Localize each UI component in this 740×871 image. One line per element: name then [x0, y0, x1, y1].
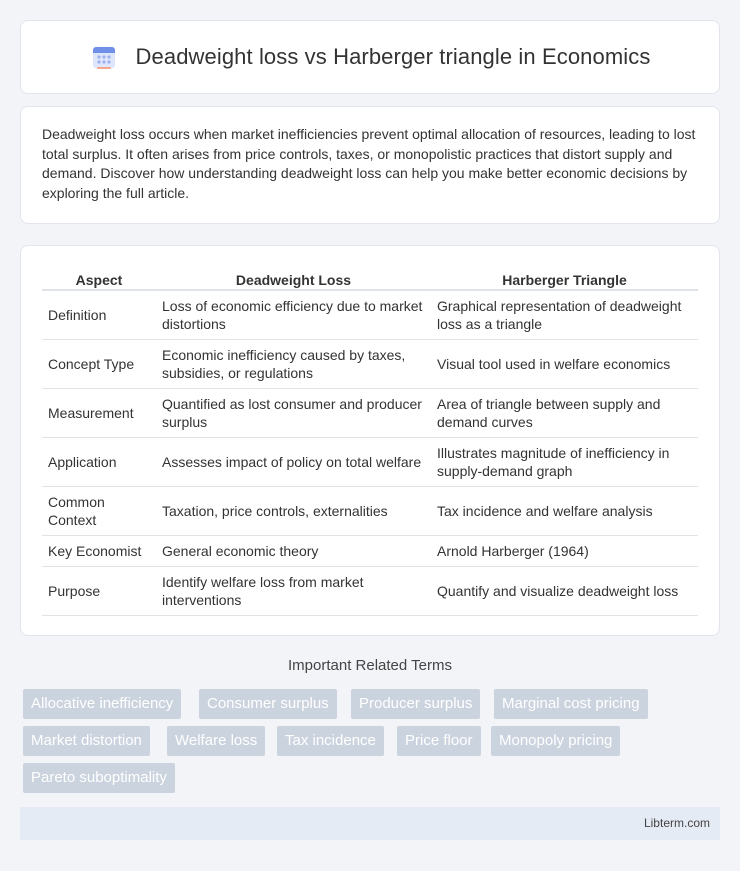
header-deadweight-loss: Deadweight Loss [156, 266, 431, 291]
footer [20, 807, 720, 840]
table-row [42, 340, 698, 389]
cell-aspect: Application [42, 438, 156, 487]
term-tag[interactable]: Allocative inefficiency [23, 689, 181, 719]
term-tag[interactable]: Tax incidence [277, 726, 384, 756]
cell-harberger-triangle: Visual tool used in welfare economics [431, 340, 698, 389]
cell-deadweight-loss: Loss of economic efficiency due to market distortions [156, 291, 431, 340]
comparison-table [42, 266, 698, 616]
cell-aspect: Key Economist [42, 536, 156, 567]
table-row [42, 389, 698, 438]
header-card [20, 20, 720, 94]
cell-deadweight-loss: Economic inefficiency caused by taxes, subsidies, or regulations [156, 340, 431, 389]
cell-aspect: Concept Type [42, 340, 156, 389]
term-tag[interactable]: Pareto suboptimality [23, 763, 175, 793]
cell-aspect: Measurement [42, 389, 156, 438]
cell-deadweight-loss: Quantified as lost consumer and producer surplus [156, 389, 431, 438]
cell-deadweight-loss: Taxation, price controls, externalities [156, 487, 431, 536]
table-row [42, 291, 698, 340]
term-tag[interactable]: Consumer surplus [199, 689, 337, 719]
cell-deadweight-loss: Assesses impact of policy on total welfare [156, 438, 431, 487]
term-tag[interactable]: Market distortion [23, 726, 150, 756]
table-row [42, 567, 698, 616]
term-tag[interactable]: Welfare loss [167, 726, 265, 756]
header [90, 43, 651, 71]
table-header-row [42, 266, 698, 291]
comparison-card [20, 245, 720, 636]
cell-deadweight-loss: Identify welfare loss from market interventions [156, 567, 431, 616]
table-row [42, 438, 698, 487]
header-harberger-triangle: Harberger Triangle [431, 266, 698, 291]
cell-harberger-triangle: Graphical representation of deadweight loss as a triangle [431, 291, 698, 340]
cell-aspect: Purpose [42, 567, 156, 616]
page-title: Deadweight loss vs Harberger triangle in Economics [135, 44, 651, 69]
cell-harberger-triangle: Area of triangle between supply and demand curves [431, 389, 698, 438]
term-tag[interactable]: Producer surplus [351, 689, 480, 719]
cell-harberger-triangle: Arnold Harberger (1964) [431, 536, 698, 567]
table-row [42, 536, 698, 567]
cell-aspect: Common Context [42, 487, 156, 536]
cell-aspect: Definition [42, 291, 156, 340]
calendar-grid-icon [90, 43, 118, 71]
table-row [42, 487, 698, 536]
cell-harberger-triangle: Illustrates magnitude of inefficiency in supply-demand graph [431, 438, 698, 487]
intro-card [20, 106, 720, 224]
cell-harberger-triangle: Tax incidence and welfare analysis [431, 487, 698, 536]
cell-deadweight-loss: General economic theory [156, 536, 431, 567]
footer-link[interactable]: Libterm.com [643, 816, 710, 830]
term-tag[interactable]: Marginal cost pricing [494, 689, 648, 719]
header-aspect: Aspect [42, 266, 156, 291]
intro-paragraph: Deadweight loss occurs when market inefficiencies prevent optimal allocation of resources, leading to lost total surplus. It often arises from price controls, taxes, or monopolistic practices that distort supply and demand. Discover how understanding deadweight loss can help you make better economic decisions by exploring the full article. [42, 126, 696, 201]
related-terms-title: Important Related Terms [288, 657, 452, 674]
term-tag[interactable]: Price floor [397, 726, 481, 756]
term-tag[interactable]: Monopoly pricing [491, 726, 620, 756]
cell-harberger-triangle: Quantify and visualize deadweight loss [431, 567, 698, 616]
